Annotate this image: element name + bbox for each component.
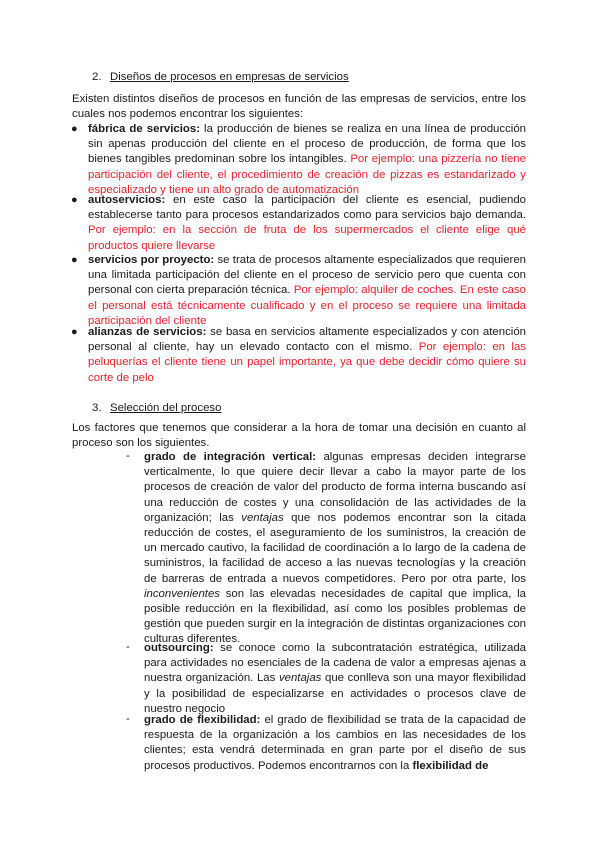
list-item	[126, 713, 526, 774]
section-3-intro: Los factores que tenemos que considerar a la hora de tomar una decisión en cuanto al proceso son los siguientes.	[72, 422, 526, 450]
item-emphasis: inconvenientes	[144, 587, 220, 600]
item-term: grado de flexibilidad:	[144, 714, 261, 726]
item-text: en este caso la participación del cliente es esencial, pudiendo establecerse tanto para procesos estandarizados como para servicios bajo demanda.	[88, 194, 526, 222]
item-term: servicios por proyecto:	[88, 254, 215, 266]
section-2-intro: Existen distintos diseños de procesos en función de las empresas de servicios, entre los cuales nos podemos encontrar los siguientes:	[72, 93, 526, 121]
item-text: que nos podemos encontrar son la citada reducción de costes, el aseguramiento de los suministros, la creación de un mercado cautivo, la facilidad de coordinación a lo largo de la cadena de suministros, la facilidad de acceso a las nuevas tecnologías y la creación de barreras de entrada a nuevos competidores. Pero por otra parte, los	[144, 511, 526, 585]
section-number: 2.	[92, 71, 102, 83]
item-text: que conlleva son una mayor flexibilidad y la posibilidad de especializarse en actividades o procesos clave de nuestro negocio	[144, 672, 526, 715]
dash-marker: -	[126, 450, 130, 462]
item-text: se trata de procesos altamente especializados que requieren una limitada participación del cliente en el proceso de servicio pero que cuenta con personal con cierta preparación técnica.	[88, 254, 526, 297]
section-title: Diseños de procesos en empresas de servicios	[110, 71, 349, 83]
item-text: algunas empresas deciden integrarse verticalmente, lo que quiere decir llevar a cabo la mayor parte de los procesos de creación de valor del producto de forma interna buscando así una reducción de costes y una consolidación de las actividades de la organización; las	[144, 451, 526, 524]
dash-marker: -	[126, 713, 130, 725]
item-term: fábrica de servicios:	[88, 123, 200, 135]
section-number: 3.	[92, 402, 102, 414]
list-item	[126, 641, 526, 717]
item-text: el grado de flexibilidad se trata de la capacidad de respuesta de la organización a los cambios en las necesidades de los clientes; esta vendrá determinada en gran parte por el diseño de sus procesos productivos. Podemos encontrarnos con la	[144, 714, 526, 772]
item-text: se basa en servicios altamente especializados y con atención personal al cliente, hay un elevado contacto con el mismo.	[88, 326, 526, 354]
bullet-marker: ●	[71, 123, 78, 135]
item-example: Por ejemplo: en las peluquerías el cliente tiene un papel importante, ya que debe decidir cómo quiere su corte de pelo	[88, 341, 526, 384]
section-3-heading	[92, 401, 221, 416]
item-emphasis: ventajas	[241, 511, 284, 524]
item-term: autoservicios:	[88, 194, 166, 206]
item-emphasis: ventajas	[278, 672, 322, 685]
list-item	[71, 325, 526, 386]
bullet-marker: ●	[71, 194, 78, 206]
item-term: grado de integración vertical:	[144, 451, 317, 463]
item-text: son las elevadas necesidades de capital que implica, la posible reducción en la flexibilidad, así como los posibles problemas de gestión que pueden surgir en la integración de distintas organizaciones con culturas diferentes.	[144, 587, 526, 646]
item-term: outsourcing:	[144, 642, 214, 654]
item-text: la producción de bienes se realiza en una línea de producción sin apenas producción del cliente en el proceso de producción, de forma que los bienes tangibles predominan sobre los intangibles.	[88, 123, 526, 166]
item-text: se conoce como la subcontratación estratégica, utilizada para actividades no esenciales de la cadena de valor a empresas ajenas a nuestra organización. Las	[144, 642, 526, 685]
list-item	[71, 253, 526, 329]
item-example: Por ejemplo: una pizzería no tiene participación del cliente, el procedimiento de creación de pizzas es estandarizado y especializado y tiene un alto grado de automatización	[88, 153, 526, 196]
list-item	[126, 450, 526, 648]
section-2-heading	[92, 70, 349, 85]
list-item	[71, 193, 526, 254]
section-title: Selección del proceso	[110, 402, 222, 414]
item-example: Por ejemplo: alquiler de coches. En este caso el personal está técnicamente cualificado y en el proceso se requiere una limitada participación del cliente	[88, 284, 526, 327]
item-example: Por ejemplo: en la sección de fruta de los supermercados el cliente elige qué productos quiere llevarse	[88, 224, 526, 252]
item-term: alianzas de servicios:	[88, 326, 207, 338]
list-item	[71, 122, 526, 198]
bullet-marker: ●	[71, 254, 78, 266]
item-emphasis: flexibilidad de	[412, 759, 489, 772]
dash-marker: -	[126, 641, 130, 653]
bullet-marker: ●	[71, 326, 78, 338]
